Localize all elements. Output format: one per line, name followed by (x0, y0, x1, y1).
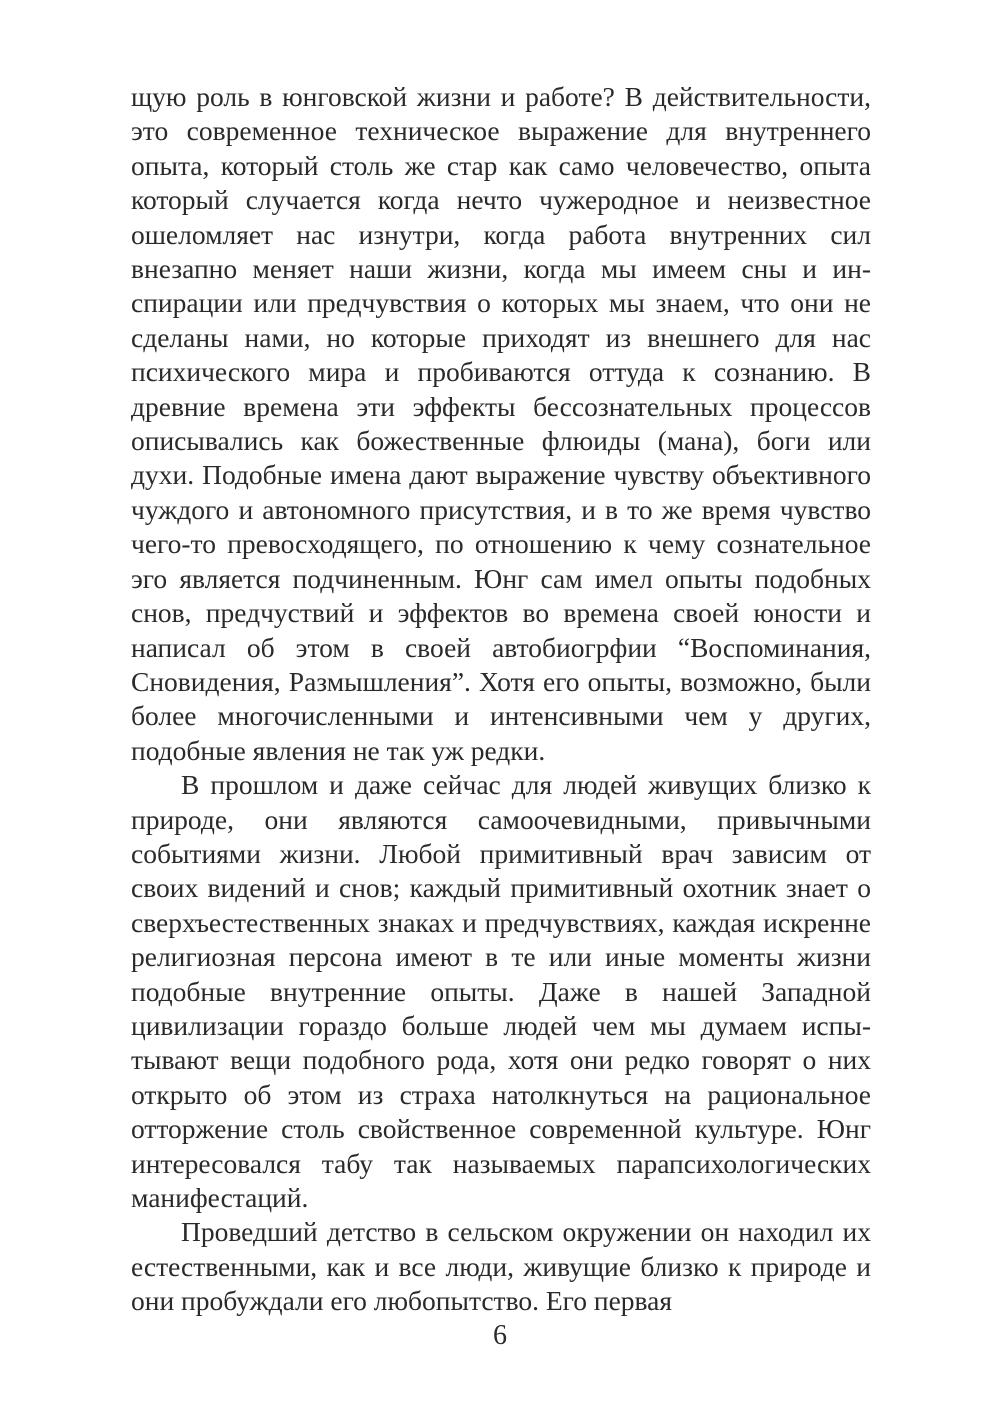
paragraph-3: Проведший детство в сельском окружении он находил их естественными, как и все люди, живущие близко к природе и они пробуждали его любопытство. Его первая (131, 1216, 871, 1317)
page-number: 6 (493, 1320, 507, 1351)
paragraph-2: В прошлом и даже сейчас для людей живущих близко к природе, они являются самоочевидными, привычными событиями жизни. Любой примитивный врач зависим от своих видений и снов; каждый примитивный охотник знает о сверхъестественных знаках и предчувствиях, каждая искренне религиозная персона имеют в те или иные моменты жизни подобные внутренние опыты. Даже в нашей Западной цивилизации гораздо больше людей чем мы думаем испытывают вещи подобного рода, хотя они редко говорят о них открыто об этом из страха натолкнуться на рациональное отторжение столь свойственное современной культуре. Юнг интересовался табу так называемых парапсихологических манифестаций. (131, 769, 871, 1213)
page-body (131, 80, 871, 1319)
paragraph-1: щую роль в юнговской жизни и работе? В действительности, это современное техническое выражение для внутреннего опыта, который столь же стар как само человечество, опыта который случается когда нечто чужеродное и неизвестное ошеломляет нас изнутри, когда работа внутренних сил внезапно меняет наши жизни, когда мы имеем сны и инспирации или предчувствия о которых мы знаем, что они не сделаны нами, но которые приходят из внешнего для нас психического мира и пробиваются оттуда к сознанию. В древние времена эти эффекты бессознательных процессов описывались как божественные флюиды (мана), боги или духи. Подобные имена дают выражение чувству объективного чуждого и автономного присутствия, и в то же время чувство чего-то превосходящего, по отношению к чему сознательное эго является подчиненным. Юнг сам имел опыты подобных снов, предчуствий и эффектов во времена своей юности и написал об этом в своей автобиогрфии “Воспоминания, Сновидения, Размышления”. Хотя его опыты, возможно, были более многочисленными и интенсивными чем у других, подобные явления не так уж редки. (131, 81, 871, 766)
